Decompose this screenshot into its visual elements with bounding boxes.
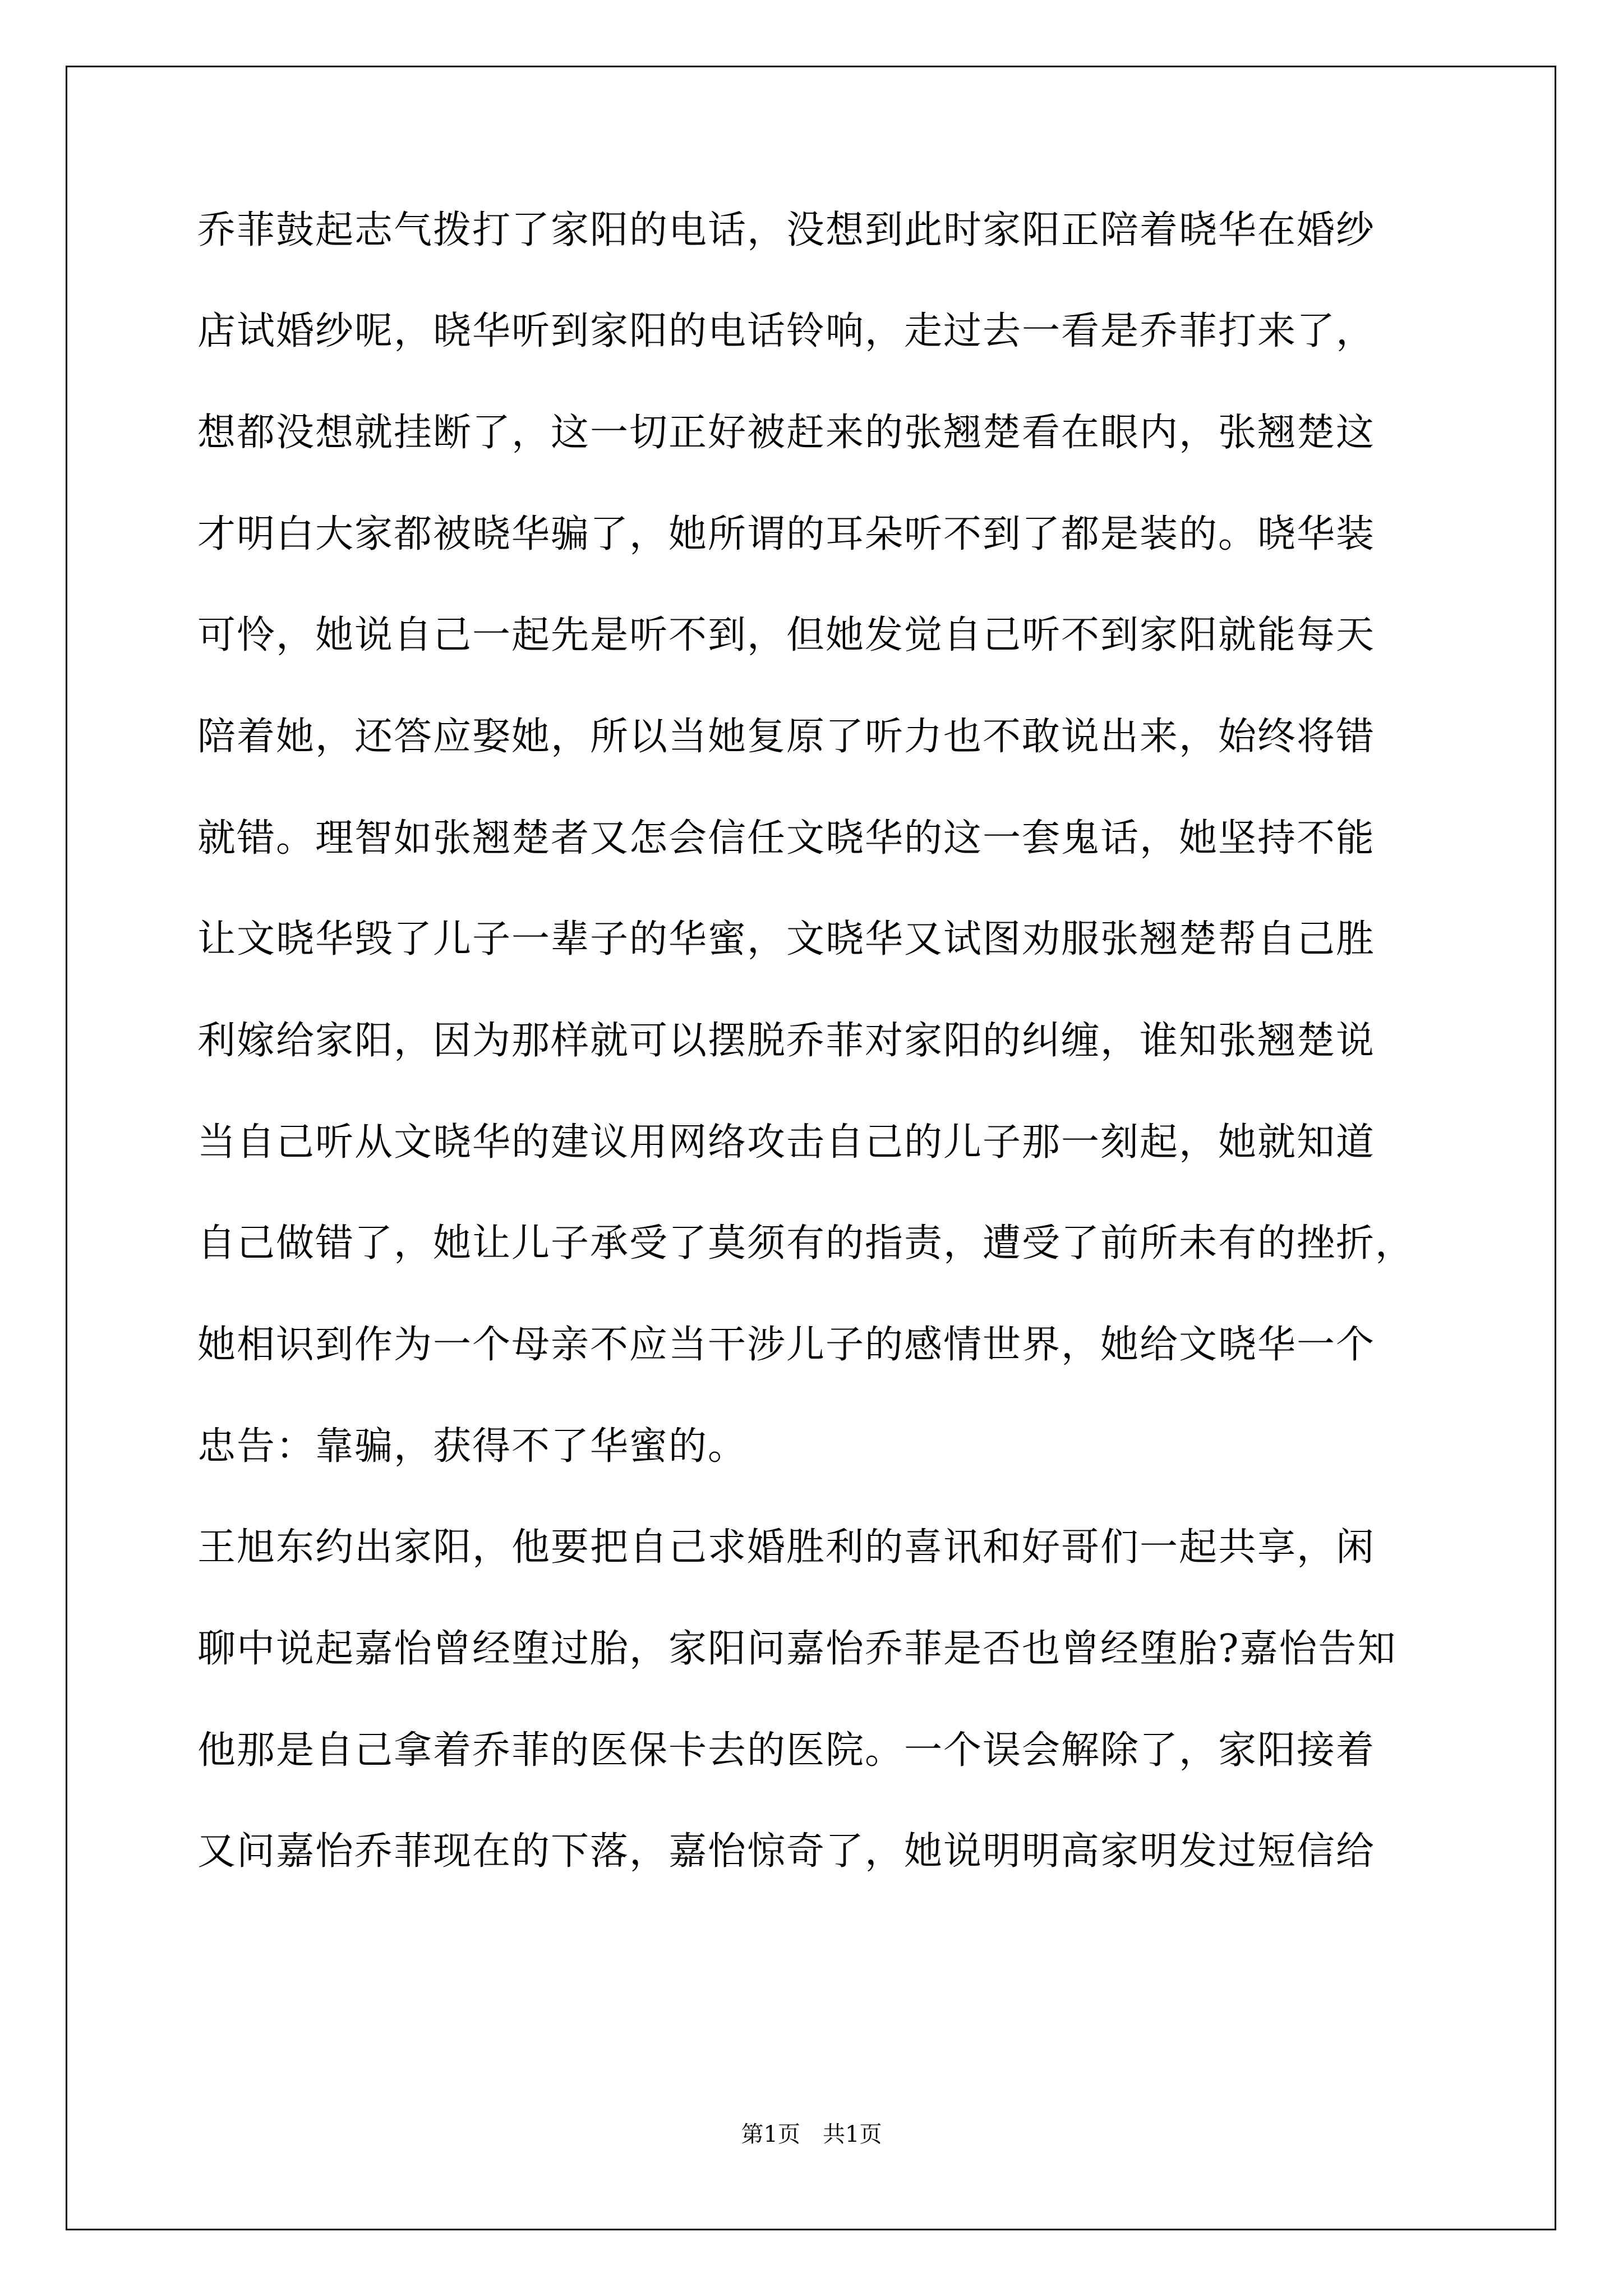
text-line: 才明白大家都被晓华骗了，她所谓的耳朵听不到了都是装的。晓华装	[197, 512, 1376, 556]
text-line: 自己做错了，她让儿子承受了莫须有的指责，遭受了前所未有的挫折，	[197, 1221, 1415, 1266]
page-total: 共1页	[823, 2122, 882, 2147]
text-line: 王旭东约出家阳，他要把自己求婚胜利的喜讯和好哥们一起共享，闲	[197, 1525, 1376, 1570]
text-line: 忠告：靠骗，获得不了华蜜的。	[197, 1424, 748, 1469]
text-line: 乔菲鼓起志气拨打了家阳的电话，没想到此时家阳正陪着晓华在婚纱	[197, 208, 1376, 252]
text-line: 利嫁给家阳，因为那样就可以摆脱乔菲对家阳的纠缠，谁知张翘楚说	[197, 1019, 1376, 1063]
text-line: 他那是自己拿着乔菲的医保卡去的医院。一个误会解除了，家阳接着	[197, 1728, 1376, 1773]
text-line: 陪着她，还答应娶她，所以当她复原了听力也不敢说出来，始终将错	[197, 715, 1376, 759]
text-line: 让文晓华毁了儿子一辈子的华蜜，文晓华又试图劝服张翘楚帮自己胜	[197, 917, 1376, 961]
text-line: 想都没想就挂断了，这一切正好被赶来的张翘楚看在眼内，张翘楚这	[197, 411, 1376, 455]
text-line: 就错。理智如张翘楚者又怎会信任文晓华的这一套鬼话，她坚持不能	[197, 816, 1376, 861]
text-line: 聊中说起嘉怡曾经堕过胎，家阳问嘉怡乔菲是否也曾经堕胎?嘉怡告知	[197, 1627, 1397, 1671]
text-line: 她相识到作为一个母亲不应当干涉儿子的感情世界，她给文晓华一个	[197, 1323, 1376, 1367]
text-line: 店试婚纱呢，晓华听到家阳的电话铃响，走过去一看是乔菲打来了，	[197, 309, 1376, 353]
text-line: 又问嘉怡乔菲现在的下落，嘉怡惊奇了，她说明明高家明发过短信给	[197, 1829, 1376, 1874]
page-footer	[0, 2118, 1623, 2151]
text-line: 可怜，她说自己一起先是听不到，但她发觉自己听不到家阳就能每天	[197, 613, 1376, 657]
text-line: 当自己听从文晓华的建议用网络攻击自己的儿子那一刻起，她就知道	[197, 1120, 1376, 1165]
page-number: 第1页	[741, 2122, 800, 2147]
